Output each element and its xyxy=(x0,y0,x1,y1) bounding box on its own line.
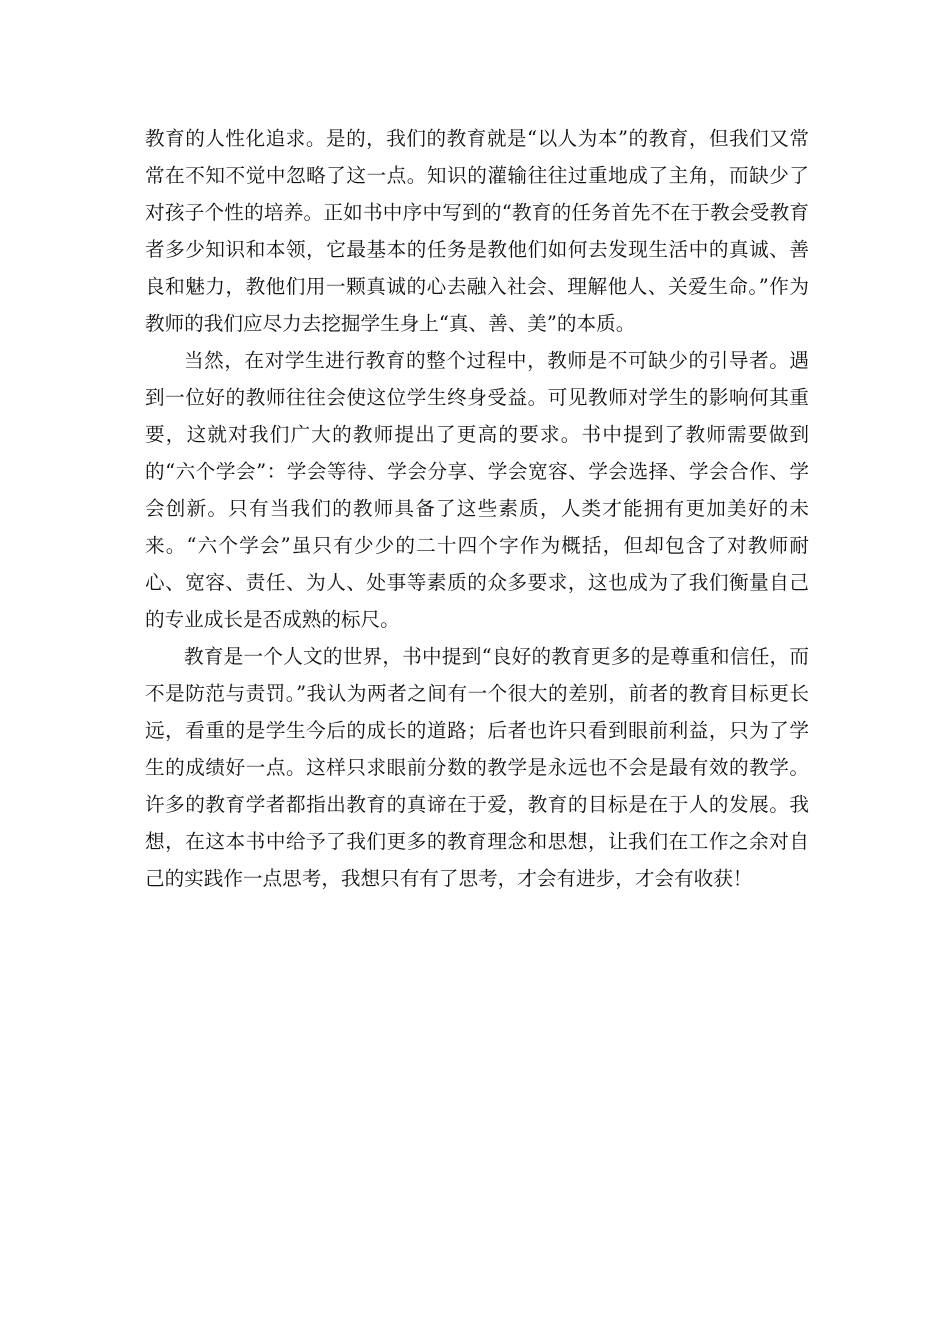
paragraph-respect-and-trust: 教育是一个人文的世界，书中提到“良好的教育更多的是尊重和信任，而不是防范与责罚。”我认为两者之间有一个很大的差别，前者的教育目标更长远，看重的是学生今后的成长的道路；后者也许只看到眼前利益，只为了学生的成绩好一点。这样只求眼前分数的教学是永远也不会是最有效的教学。许多的教育学者都指出教育的真谛在于爱，教育的目标是在于人的发展。我想，在这本书中给予了我们更多的教育理念和思想，让我们在工作之余对自己的实践作一点思考，我想只有有了思考，才会有进步，才会有收获！ xyxy=(145,645,809,890)
paragraph-teachers-six-skills: 当然，在对学生进行教育的整个过程中，教师是不可缺少的引导者。遇到一位好的教师往往会使这位学生终身受益。可见教师对学生的影响何其重要，这就对我们广大的教师提出了更高的要求。书中提到了教师需要做到的“六个学会”：学会等待、学会分享、学会宽容、学会选择、学会合作、学会创新。只有当我们的教师具备了这些素质，人类才能拥有更加美好的未来。“六个学会”虽只有少少的二十四个字作为概括，但却包含了对教师耐心、宽容、责任、为人、处事等素质的众多要求，这也成为了我们衡量自己的专业成长是否成熟的标尺。 xyxy=(145,349,809,631)
document-body xyxy=(145,120,809,897)
paragraph-continued: 教育的人性化追求。是的，我们的教育就是“以人为本”的教育，但我们又常常在不知不觉中忽略了这一点。知识的灌输往往过重地成了主角，而缺少了对孩子个性的培养。正如书中序中写到的“教育的任务首先不在于教会受教育者多少知识和本领，它最基本的任务是教他们如何去发现生活中的真诚、善良和魅力，教他们用一颗真诚的心去融入社会、理解他人、关爱生命。”作为教师的我们应尽力去挖掘学生身上“真、善、美”的本质。 xyxy=(145,127,809,335)
